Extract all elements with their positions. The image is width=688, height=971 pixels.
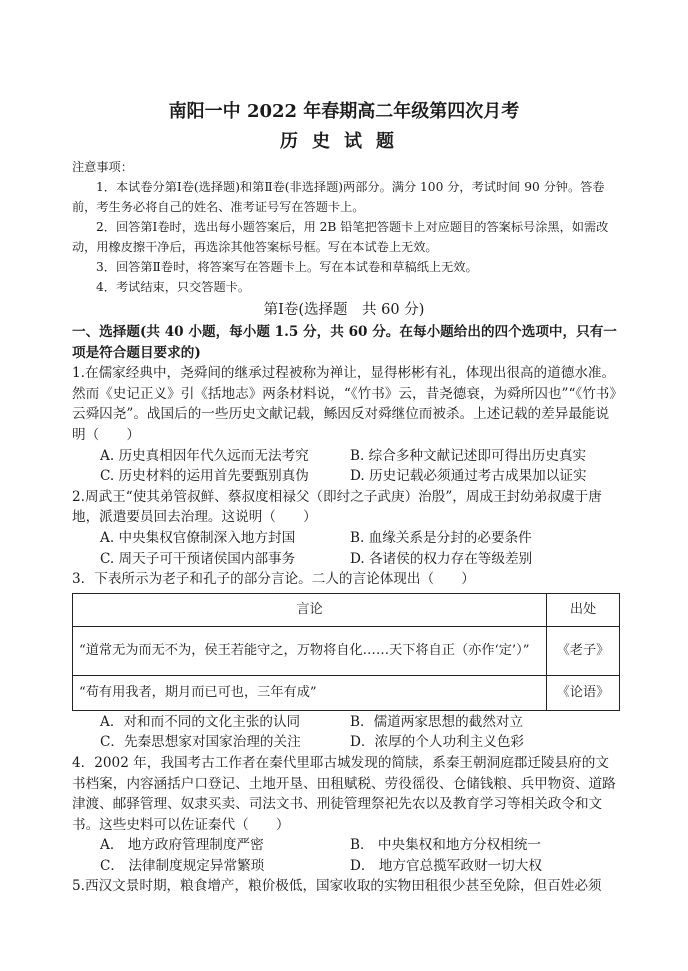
question-stem: 3．下表所示为老子和孔子的部分言论。二人的言论体现出（ ）: [72, 571, 475, 588]
section-instruction: 一、选择题(共 40 小题，每小题 1.5 分，共 60 分。在每小题给出的四个选项中，只有一项是符合题目要求的): [72, 324, 617, 361]
option-c: C. 周天子可干预诸侯国内部事务: [100, 550, 296, 567]
question-3: [72, 569, 620, 753]
table-header-row: [73, 593, 620, 626]
option-b: B． 中央集权和地方分权相统一: [350, 837, 542, 854]
question-stem: 1.在儒家经典中，尧舜间的继承过程被称为禅让，显得彬彬有礼，体现出很高的道德水准。然而《史记正义》引《括地志》两条材料说，“《竹书》云，昔尧德衰，为舜所囚也”“《竹书》云舜囚尧”。战国后的一些历史文献记载，鲧因反对舜继位而被杀。上述记载的差异最能说明（ ）: [72, 365, 617, 443]
table-row: [73, 626, 620, 675]
option-b: B. 综合多种文献记述即可得出历史真实: [350, 447, 587, 464]
question-options: [72, 712, 620, 753]
table-header-cell: 言论: [73, 593, 547, 626]
question-2: [72, 487, 620, 569]
page-title: 南阳一中 2022 年春期高二年级第四次月考: [168, 101, 520, 122]
option-d: D．浓厚的个人功利主义色彩: [350, 734, 525, 751]
table-cell: 《老子》: [547, 626, 620, 675]
quote-table: [72, 593, 620, 711]
option-a: A. 历史真相因年代久远而无法考究: [100, 447, 309, 464]
option-d: D. 历史记载必须通过考古成果加以证实: [350, 468, 587, 485]
notice-item: 1．本试卷分第Ⅰ卷(选择题)和第Ⅱ卷(非选择题)两部分。满分 100 分，考试时间 90 分钟。答卷前，考生务必将自己的姓名、准考证号写在答题卡上。: [72, 180, 605, 214]
table-row: [73, 675, 620, 710]
question-5: [72, 876, 620, 897]
option-d: D. 各诸侯的权力存在等级差别: [350, 550, 533, 567]
question-1: [72, 363, 620, 487]
option-c: C. 历史材料的运用首先要甄别真伪: [100, 468, 309, 485]
table-cell: “苟有用我者，期月而已可也，三年有成”: [73, 675, 547, 710]
questions-body: [72, 322, 620, 897]
option-a: A． 地方政府管理制度严密: [100, 837, 264, 854]
notice-item: 3．回答第Ⅱ卷时，将答案写在答题卡上。写在本试卷和草稿纸上无效。: [96, 260, 478, 274]
option-c: C．先秦思想家对国家治理的关注: [100, 734, 301, 751]
notice-heading: 注意事项：: [72, 160, 133, 174]
table-header-cell: 出处: [547, 593, 620, 626]
option-d: D． 地方官总揽军政财一切大权: [350, 857, 542, 874]
question-stem: 2.周武王“使其弟管叔鲜、蔡叔度相禄父（即纣之子武庚）治殷”，周成王封幼弟叔虞于唐地，派遣要员回去治理。这说明（ ）: [72, 488, 602, 526]
question-4: [72, 753, 620, 877]
table-cell: “道常无为而无不为，侯王若能守之，万物将自化……天下将自正（亦作‘定’）”: [73, 626, 547, 675]
option-c: C． 法律制度规定异常繁琐: [100, 857, 265, 874]
question-stem: 5.西汉文景时期，粮食增产，粮价极低，国家收取的实物田租很少甚至免除，但百姓必须: [72, 878, 602, 895]
question-options: [72, 528, 620, 569]
question-stem: 4．2002 年，我国考古工作者在秦代里耶古城发现的简牍，系秦王朝洞庭郡迁陵县府的文书档案，内容涵括户口登记、土地开垦、田租赋税、劳役徭役、仓储钱粮、兵甲物资、道路津渡、邮驿管理、奴隶买卖、司法文书、刑徒管理祭祀先农以及教育学习等相关政令和文书。这些史料可以佐证秦代（ ）: [72, 754, 616, 833]
notice-item: 2．回答第Ⅰ卷时，选出每小题答案后，用 2B 铅笔把答题卡上对应题目的答案标号涂黑，如需改动，用橡皮擦干净后，再选涂其他答案标号框。写在本试卷上无效。: [72, 220, 609, 254]
option-b: B. 血缘关系是分封的必要条件: [350, 529, 532, 546]
question-options: [72, 446, 620, 487]
option-b: B．儒道两家思想的截然对立: [350, 713, 524, 730]
section-title: 第Ⅰ卷(选择题 共 60 分): [263, 302, 425, 318]
option-a: A．对和而不同的文化主张的认同: [100, 713, 301, 730]
question-options: [72, 835, 620, 876]
page-subtitle: 历史试题: [280, 131, 408, 152]
notice-section: [72, 157, 620, 297]
option-a: A. 中央集权官僚制深入地方封国: [100, 529, 296, 546]
notice-item: 4．考试结束，只交答题卡。: [96, 280, 251, 294]
table-cell: 《论语》: [547, 675, 620, 710]
